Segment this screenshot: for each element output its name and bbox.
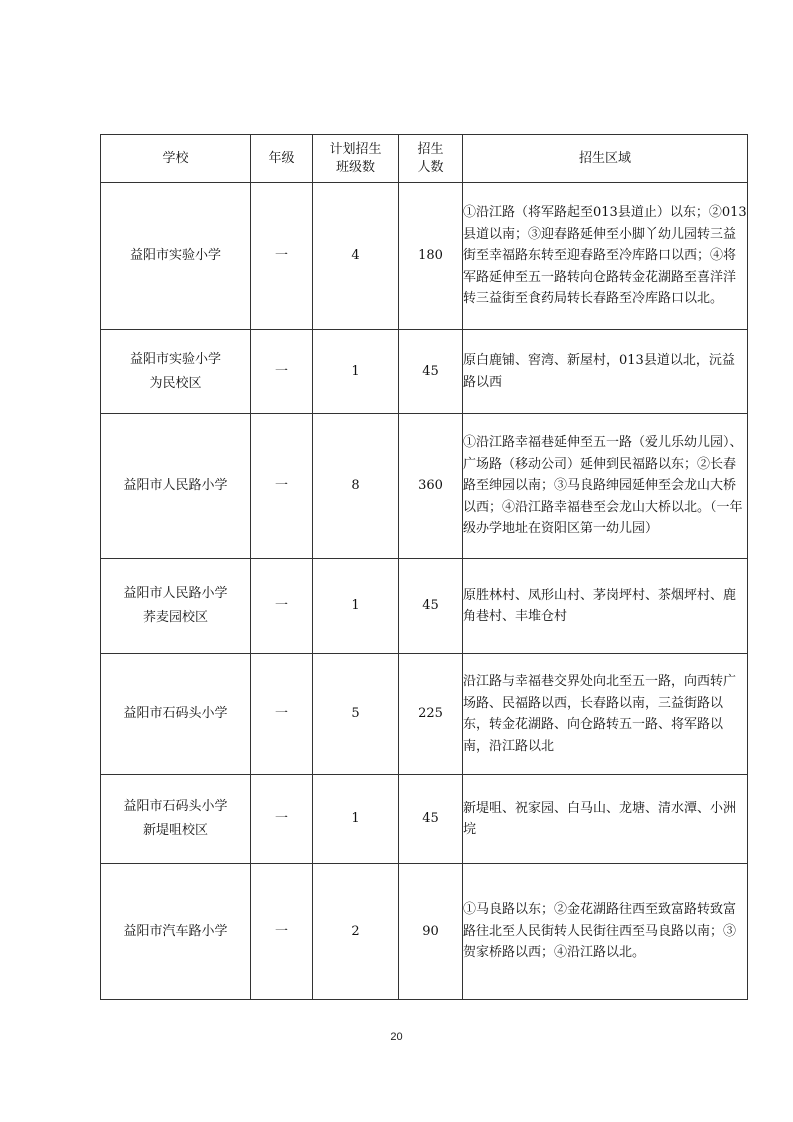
header-students-line2: 人数 bbox=[417, 159, 444, 175]
school-name: 益阳市实验小学 bbox=[129, 248, 221, 263]
grade-cell: 一 bbox=[251, 414, 313, 559]
classes-cell: 1 bbox=[313, 330, 399, 414]
table-row bbox=[101, 864, 748, 1000]
area-cell: ①马良路以东；②金花湖路往西至致富路转致富路往北至人民街转人民街往西至马良路以南；③贺家桥路以西；④沿江路以北。 bbox=[463, 864, 748, 1000]
classes-cell: 1 bbox=[313, 775, 399, 864]
school-name: 益阳市石码头小学 bbox=[123, 799, 228, 814]
school-cell bbox=[101, 864, 251, 1000]
school-cell bbox=[101, 654, 251, 775]
area-cell: 新堤咀、祝家园、白马山、龙塘、清水潭、小洲垸 bbox=[463, 775, 748, 864]
school-cell bbox=[101, 183, 251, 330]
school-cell bbox=[101, 330, 251, 414]
header-students bbox=[399, 135, 463, 183]
grade-cell: 一 bbox=[251, 183, 313, 330]
table-header-row bbox=[101, 135, 748, 183]
classes-cell: 5 bbox=[313, 654, 399, 775]
school-cell bbox=[101, 775, 251, 864]
area-cell: ①沿江路幸福巷延伸至五一路（爱儿乐幼儿园）、广场路（移动公司）延伸到民福路以东；②长春路至绅园以南；③马良路绅园延伸至会龙山大桥以西；④沿江路幸福巷至会龙山大桥以北。（一年级办学地址在资阳区第一幼儿园） bbox=[463, 414, 748, 559]
students-cell: 90 bbox=[399, 864, 463, 1000]
school-name: 益阳市人民路小学 bbox=[123, 586, 228, 601]
table-row bbox=[101, 559, 748, 654]
header-area: 招生区域 bbox=[463, 135, 748, 183]
school-name: 益阳市人民路小学 bbox=[123, 478, 228, 493]
table-row bbox=[101, 183, 748, 330]
classes-cell: 4 bbox=[313, 183, 399, 330]
page-number: 20 bbox=[390, 1031, 403, 1043]
grade-cell: 一 bbox=[251, 654, 313, 775]
school-campus: 为民校区 bbox=[149, 375, 202, 391]
students-cell: 225 bbox=[399, 654, 463, 775]
header-classes bbox=[313, 135, 399, 183]
students-cell: 45 bbox=[399, 559, 463, 654]
area-cell: 原胜林村、凤形山村、茅岗坪村、茶烟坪村、鹿角巷村、丰堆仓村 bbox=[463, 559, 748, 654]
table-row bbox=[101, 414, 748, 559]
table-row bbox=[101, 775, 748, 864]
header-classes-line1: 计划招生 bbox=[329, 141, 382, 157]
area-cell: 沿江路与幸福巷交界处向北至五一路，向西转广场路、民福路以西，长春路以南，三益街路以东，转金花湖路、向仓路转五一路、将军路以南，沿江路以北 bbox=[463, 654, 748, 775]
grade-cell: 一 bbox=[251, 330, 313, 414]
enrollment-table bbox=[100, 134, 748, 1000]
header-classes-line2: 班级数 bbox=[335, 159, 375, 175]
school-campus: 荞麦园校区 bbox=[142, 610, 208, 625]
area-cell: 原白鹿铺、窖湾、新屋村，013县道以北，沅益路以西 bbox=[463, 330, 748, 414]
header-school: 学校 bbox=[101, 135, 251, 183]
header-students-line1: 招生 bbox=[417, 141, 444, 157]
classes-cell: 1 bbox=[313, 559, 399, 654]
school-name: 益阳市石码头小学 bbox=[123, 706, 228, 721]
school-name: 益阳市汽车路小学 bbox=[123, 923, 228, 939]
school-name: 益阳市实验小学 bbox=[129, 351, 221, 367]
school-campus: 新堤咀校区 bbox=[142, 823, 208, 838]
school-cell bbox=[101, 559, 251, 654]
classes-cell: 2 bbox=[313, 864, 399, 1000]
grade-cell: 一 bbox=[251, 775, 313, 864]
students-cell: 45 bbox=[399, 330, 463, 414]
area-cell: ①沿江路（将军路起至013县道止）以东；②013县道以南；③迎春路延伸至小脚丫幼儿园转三益街至幸福路东转至迎春路至冷库路口以西；④将军路延伸至五一路转向仓路转金花湖路至喜洋洋转三益街至食药局转长春路至冷库路口以北。 bbox=[463, 183, 748, 330]
grade-cell: 一 bbox=[251, 864, 313, 1000]
students-cell: 45 bbox=[399, 775, 463, 864]
students-cell: 180 bbox=[399, 183, 463, 330]
grade-cell: 一 bbox=[251, 559, 313, 654]
classes-cell: 8 bbox=[313, 414, 399, 559]
table-row bbox=[101, 654, 748, 775]
table-row bbox=[101, 330, 748, 414]
header-grade: 年级 bbox=[251, 135, 313, 183]
students-cell: 360 bbox=[399, 414, 463, 559]
school-cell bbox=[101, 414, 251, 559]
